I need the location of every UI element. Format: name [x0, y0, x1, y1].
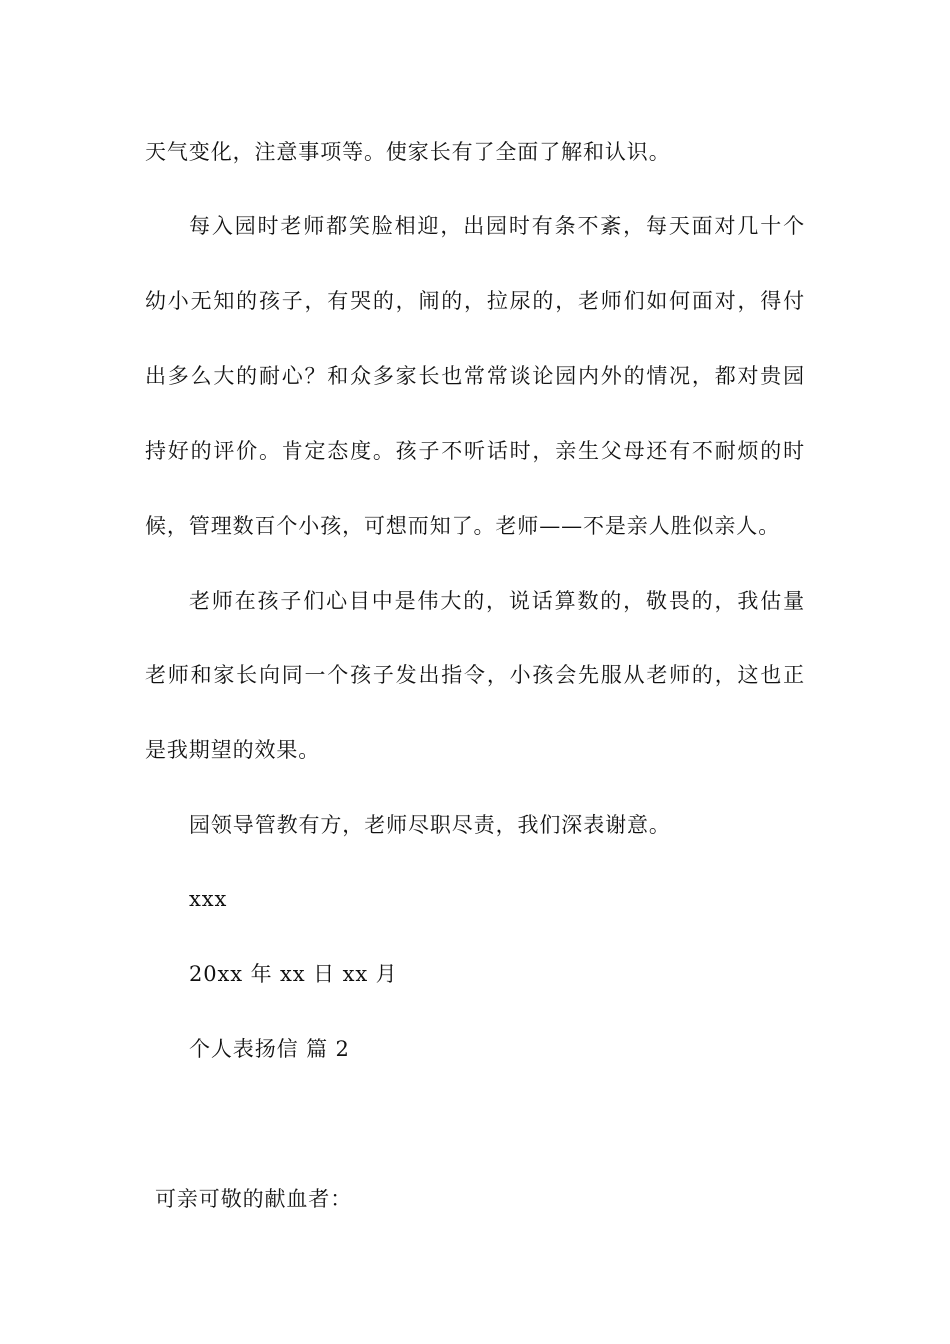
paragraph-line: 出多么大的耐心？和众多家长也常常谈论园内外的情况，都对贵园 [145, 364, 805, 388]
paragraph-line: 幼小无知的孩子，有哭的，闹的，拉尿的，老师们如何面对，得付 [145, 289, 805, 313]
paragraph-line: 园领导管教有方，老师尽职尽责，我们深表谢意。 [189, 813, 671, 837]
paragraph-line: 老师和家长向同一个孩子发出指令，小孩会先服从老师的，这也正 [145, 663, 805, 687]
paragraph-line: 每入园时老师都笑脸相迎，出园时有条不紊，每天面对几十个 [189, 214, 805, 238]
paragraph-line: 天气变化，注意事项等。使家长有了全面了解和认识。 [145, 140, 671, 164]
paragraph-line: 是我期望的效果。 [145, 738, 321, 762]
section-heading: 个人表扬信 篇 2 [189, 1037, 350, 1061]
paragraph-line: 候，管理数百个小孩，可想而知了。老师——不是亲人胜似亲人。 [145, 514, 781, 538]
paragraph-line: 老师在孩子们心目中是伟大的，说话算数的，敬畏的，我估量 [189, 589, 805, 613]
paragraph-line: 持好的评价。肯定态度。孩子不听话时，亲生父母还有不耐烦的时 [145, 439, 805, 463]
signature-name: xxx [189, 887, 228, 911]
salutation: 可亲可敬的献血者： [155, 1187, 353, 1211]
signature-date: 20xx 年 xx 日 xx 月 [189, 962, 398, 986]
